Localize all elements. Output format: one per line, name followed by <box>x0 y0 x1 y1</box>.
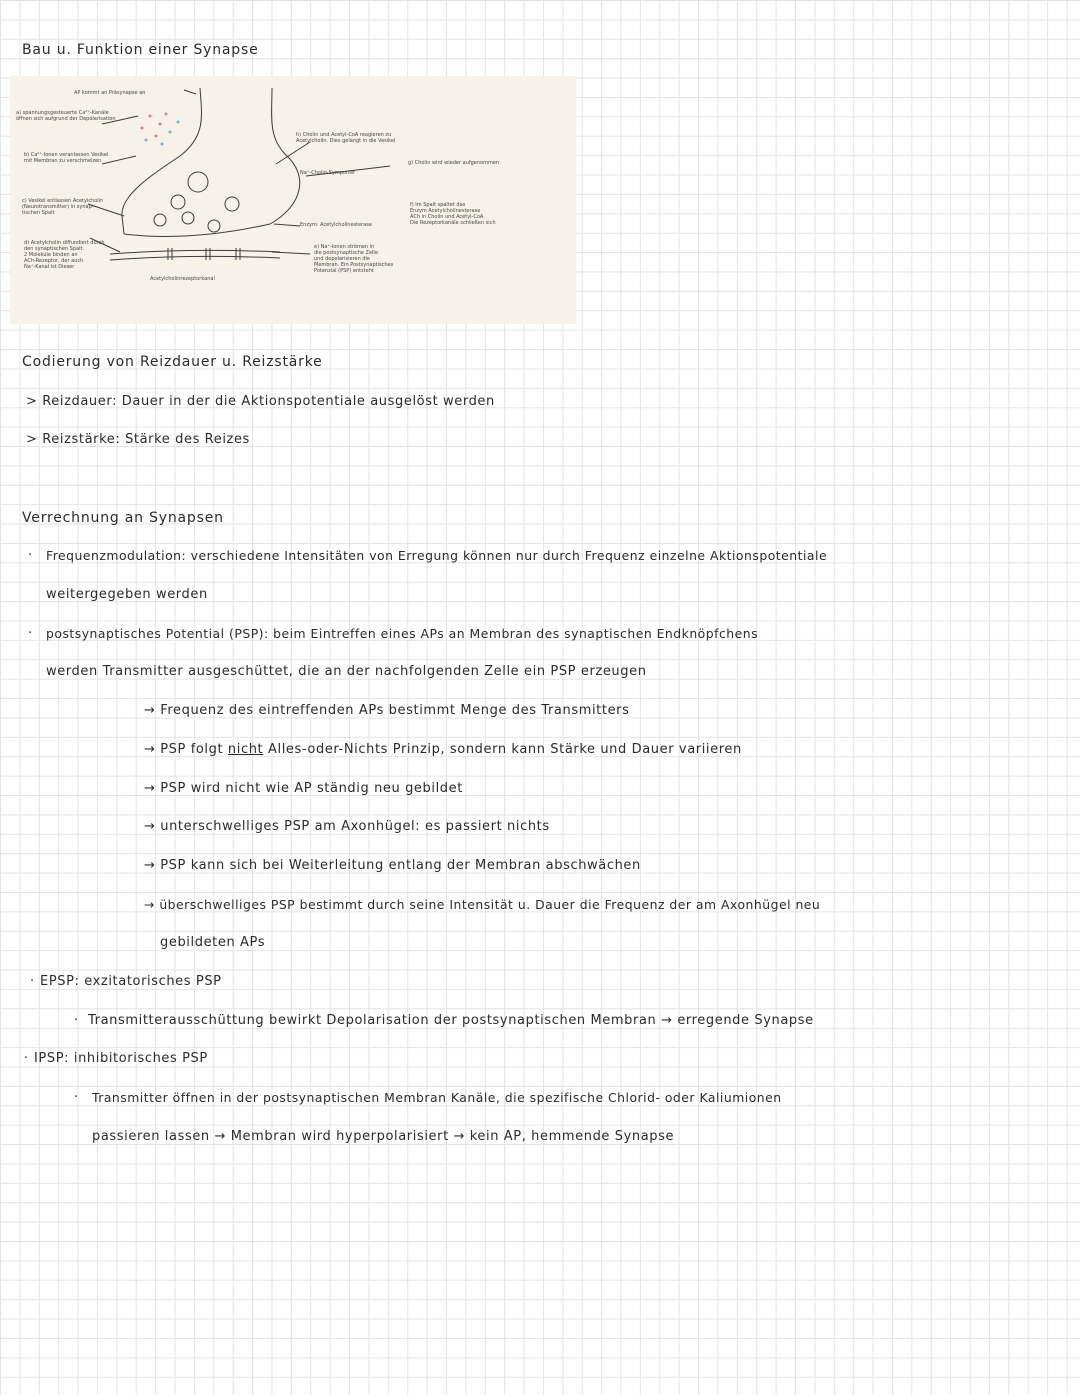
bullet-mark: · <box>30 974 35 989</box>
frequenzmodulation-line-2: weitergegeben werden <box>46 587 208 602</box>
label-receptor: Acetylcholinrezeptorkanal <box>150 276 215 282</box>
synapse-diagram <box>10 76 576 324</box>
arrow-point-2-start: → PSP folgt <box>144 742 228 757</box>
section-heading-codierung: Codierung von Reizdauer u. Reizstärke <box>22 354 323 370</box>
bullet-mark: · <box>74 1090 79 1105</box>
arrow-point-5: → PSP kann sich bei Weiterleitung entlang der Membran abschwächen <box>144 858 641 873</box>
label-b: b) Ca²⁺-Ionen veranlassen Vesikel mit Membran zu verschmelzen <box>24 152 109 164</box>
section-heading-verrechnung: Verrechnung an Synapsen <box>22 510 224 526</box>
arrow-point-4: → unterschwelliges PSP am Axonhügel: es passiert nichts <box>144 819 550 834</box>
label-symporter: Na⁺-Cholin-Symporter <box>300 170 356 176</box>
label-f: f) Im Spalt spaltet das Enzym Acetylcholinesterase ACh in Cholin und Acetyl-CoA. Die Rezeptorkanäle schließen sich <box>410 202 496 226</box>
ipsp-heading: IPSP: inhibitorisches PSP <box>34 1051 208 1066</box>
frequenzmodulation-line-1: Frequenzmodulation: verschiedene Intensitäten von Erregung können nur durch Frequenz einzelne Aktionspotentiale <box>46 548 828 563</box>
bullet-mark: · <box>28 626 33 641</box>
arrow-point-6-continued: gebildeten APs <box>160 935 266 950</box>
bullet-mark: · <box>74 1013 79 1028</box>
arrow-point-1: → Frequenz des eintreffenden APs bestimmt Menge des Transmitters <box>144 703 630 718</box>
label-e: e) Na⁺-Ionen strömen in die postsynaptische Zelle und depolarisieren die Membran. Ein Postsynaptisches Potenzial (PSP) entsteht <box>314 244 394 274</box>
epsp-description: Transmitterausschüttung bewirkt Depolarisation der postsynaptischen Membran → erregende Synapse <box>88 1013 814 1028</box>
label-d: d) Acetylcholin diffundiert durch den synaptischen Spalt. 2 Moleküle binden an ACh-Rezeptor, der auch Na⁺-Kanal ist Dieser <box>24 240 105 270</box>
arrow-point-2-end: Alles-oder-Nichts Prinzip, sondern kann Stärke und Dauer variieren <box>263 742 742 757</box>
reizdauer-definition: > Reizdauer: Dauer in der die Aktionspotentiale ausgelöst werden <box>26 394 495 409</box>
psp-line-1: postsynaptisches Potential (PSP): beim Eintreffen eines APs an Membran des synaptischen Endknöpfchens <box>46 626 759 641</box>
page-title: Bau u. Funktion einer Synapse <box>22 42 259 58</box>
arrow-point-6: → überschwelliges PSP bestimmt durch seine Intensität u. Dauer die Frequenz der am Axonhügel neu <box>144 897 821 912</box>
epsp-heading: EPSP: exzitatorisches PSP <box>40 974 222 989</box>
ipsp-description-line-2: passieren lassen → Membran wird hyperpolarisiert → kein AP, hemmende Synapse <box>92 1129 675 1144</box>
arrow-point-2 <box>144 742 742 757</box>
label-g: g) Cholin wird wieder aufgenommen <box>408 160 500 166</box>
label-c: c) Vesikel entlassen Acetylcholin (Neurotransmitter) in synap- tischen Spalt <box>22 198 104 216</box>
label-h: h) Cholin und Acetyl-CoA reagieren zu Acetylcholin. Dies gelangt in die Vesikel <box>296 132 396 144</box>
ipsp-description-line-1: Transmitter öffnen in der postsynaptischen Membran Kanäle, die spezifische Chlorid- oder Kaliumionen <box>92 1090 782 1105</box>
label-a: a) spannungsgesteuerte Ca²⁺-Kanäle öffnen sich aufgrund der Depolarisation <box>16 110 116 122</box>
arrow-point-3: → PSP wird nicht wie AP ständig neu gebildet <box>144 781 463 796</box>
label-ap: AP kommt an Präsynapse an <box>74 90 146 96</box>
bullet-mark: · <box>24 1051 29 1066</box>
label-enzyme: Enzym: Acetylcholinesterase <box>300 222 372 228</box>
bullet-mark: · <box>28 548 33 563</box>
psp-line-2: werden Transmitter ausgeschüttet, die an der nachfolgenden Zelle ein PSP erzeugen <box>46 664 647 679</box>
arrow-point-2-underlined: nicht <box>227 742 264 757</box>
reizstaerke-definition: > Reizstärke: Stärke des Reizes <box>26 432 250 447</box>
